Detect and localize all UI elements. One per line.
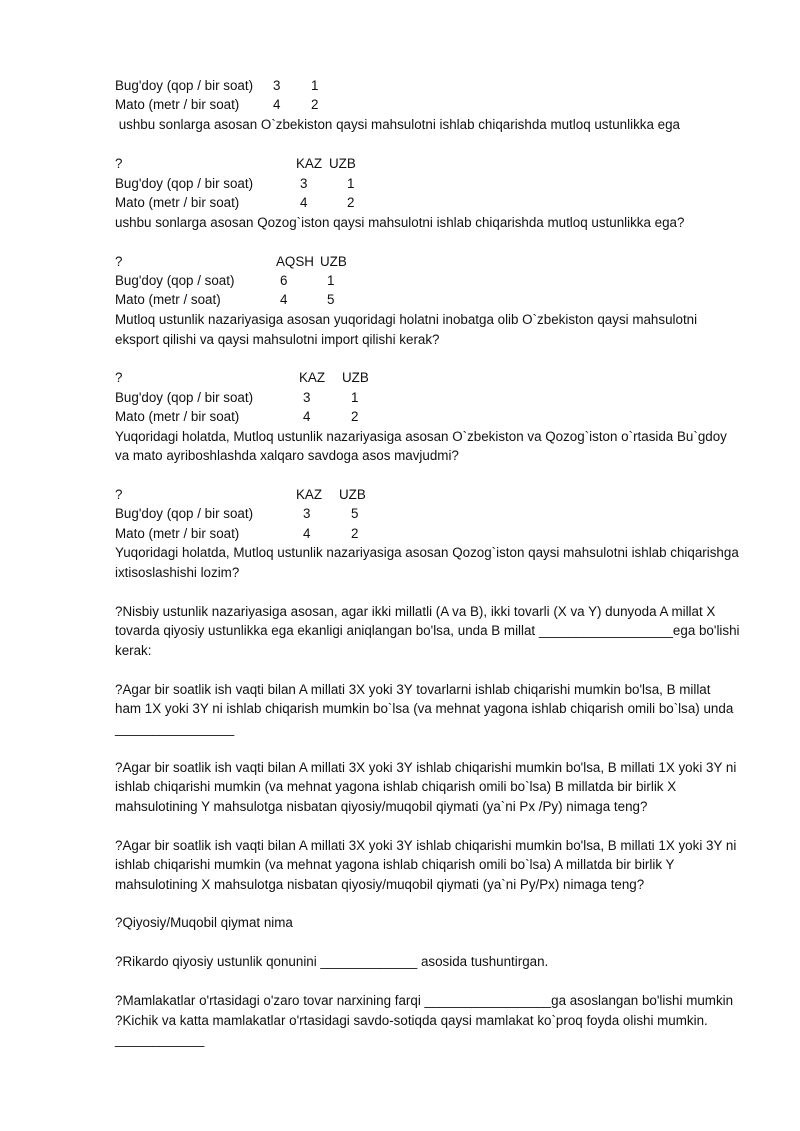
table-4-row-label: Bug'doy (qop / bir soat) <box>115 390 254 405</box>
table-4-question-line: Yuqoridagi holatda, Mutloq ustunlik nazariyasiga asosan O`zbekiston va Qozog`iston o`rtasida Bu`gdoy <box>115 429 727 444</box>
table-2-row-label: Bug'doy (qop / bir soat) <box>115 176 254 191</box>
table-1-cell: 1 <box>311 78 319 93</box>
table-5-row-label: Mato (metr / bir soat) <box>115 526 240 541</box>
table-1-cell: 2 <box>311 97 319 112</box>
table-3-row-label: Mato (metr / soat) <box>115 292 221 307</box>
table-3-question-line: eksport qilishi va qaysi mahsulotni import qilishi kerak? <box>115 332 440 347</box>
table-5-col-header: UZB <box>339 487 366 502</box>
table-2-question: ushbu sonlarga asosan Qozog`iston qaysi mahsulotni ishlab chiqarishda mutloq ustunlikka ega? <box>115 215 685 230</box>
question-5: ?Qiyosiy/Muqobil qiymat nima <box>115 915 293 930</box>
table-2-cell: 2 <box>347 195 355 210</box>
question-4-line: ishlab chiqarishi mumkin (va mehnat yagona ishlab chiqarish omili bo`lsa) A millatda bir birlik Y <box>115 857 675 872</box>
table-mark: ? <box>115 370 123 385</box>
table-2-row-label: Mato (metr / bir soat) <box>115 195 240 210</box>
table-4-cell: 1 <box>351 390 359 405</box>
table-mark: ? <box>115 487 123 502</box>
table-5-col-header: KAZ <box>296 487 323 502</box>
question-2-line: ?Agar bir soatlik ish vaqti bilan A millati 3X yoki 3Y tovarlarni ishlab chiqarishi mumkin bo'lsa, B millat <box>115 682 711 697</box>
question-3-line: ishlab chiqarishi mumkin (va mehnat yagona ishlab chiqarish omili bo`lsa) B millatda bir birlik X <box>115 779 677 794</box>
table-5-cell: 5 <box>351 506 359 521</box>
question-2-line: ________________ <box>115 721 235 736</box>
table-2-col-header: KAZ <box>296 156 323 171</box>
table-4-col-header: KAZ <box>299 370 326 385</box>
table-1-row-label: Bug'doy (qop / bir soat) <box>115 78 254 93</box>
table-3-cell: 1 <box>327 273 335 288</box>
question-8-blank: ____________ <box>115 1032 205 1047</box>
table-5-question-line: Yuqoridagi holatda, Mutloq ustunlik nazariyasiga asosan Qozog`iston qaysi mahsulotni ishlab chiqarishga <box>115 545 739 560</box>
table-5-row-label: Bug'doy (qop / bir soat) <box>115 506 254 521</box>
table-4-cell: 2 <box>351 409 359 424</box>
table-3-question-line: Mutloq ustunlik nazariyasiga asosan yuqoridagi holatni inobatga olib O`zbekiston qaysi mahsulotni <box>115 312 698 327</box>
table-5-cell: 3 <box>303 506 311 521</box>
question-2-line: ham 1X yoki 3Y ni ishlab chiqarish mumkin bo`lsa (va mehnat yagona ishlab chiqarish omili bo`lsa) unda <box>115 701 734 716</box>
table-4-question-line: va mato ayriboshlashda xalqaro savdoga asos mavjudmi? <box>115 448 459 463</box>
question-4-line: ?Agar bir soatlik ish vaqti bilan A millati 3X yoki 3Y ishlab chiqarishi mumkin bo'lsa, B millati 1X yoki 3Y ni <box>115 838 737 853</box>
table-1-cell: 4 <box>273 97 281 112</box>
table-5-question-line: ixtisoslashishi lozim? <box>115 565 240 580</box>
table-3-col-header: UZB <box>320 254 347 269</box>
question-8: ?Kichik va katta mamlakatlar o'rtasidagi savdo-sotiqda qaysi mamlakat ko`proq foyda olishi mumkin. <box>115 1013 708 1028</box>
table-4-cell: 3 <box>303 390 311 405</box>
table-3-cell: 4 <box>280 292 288 307</box>
table-1-question: ushbu sonlarga asosan O`zbekiston qaysi mahsulotni ishlab chiqarishda mutloq ustunlikka ega <box>115 117 680 132</box>
table-3-cell: 5 <box>327 292 335 307</box>
table-mark: ? <box>115 156 123 171</box>
table-4-col-header: UZB <box>342 370 369 385</box>
question-3-line: mahsulotining Y mahsulotga nisbatan qiyosiy/muqobil qiymati (ya`ni Px /Py) nimaga teng? <box>115 799 648 814</box>
table-3-row-label: Bug'doy (qop / soat) <box>115 273 235 288</box>
table-4-row-label: Mato (metr / bir soat) <box>115 409 240 424</box>
question-6: ?Rikardo qiyosiy ustunlik qonunini _____________ asosida tushuntirgan. <box>115 954 549 969</box>
question-7: ?Mamlakatlar o'rtasidagi o'zaro tovar narxining farqi _________________ga asoslangan bo'lishi mumkin <box>115 993 734 1008</box>
question-1-line: ?Nisbiy ustunlik nazariyasiga asosan, agar ikki millatli (A va B), ikki tovarli (X va Y) dunyoda A millat X <box>115 604 716 619</box>
table-2-cell: 1 <box>347 176 355 191</box>
table-4-cell: 4 <box>303 409 311 424</box>
table-5-cell: 2 <box>351 526 359 541</box>
table-2-cell: 3 <box>300 176 308 191</box>
table-5-cell: 4 <box>303 526 311 541</box>
question-3-line: ?Agar bir soatlik ish vaqti bilan A millati 3X yoki 3Y ishlab chiqarishi mumkin bo'lsa, B millati 1X yoki 3Y ni <box>115 760 737 775</box>
table-3-cell: 6 <box>280 273 288 288</box>
table-2-cell: 4 <box>300 195 308 210</box>
question-4-line: mahsulotining X mahsulotga nisbatan qiyosiy/muqobil qiymati (ya`ni Py/Px) nimaga teng? <box>115 877 645 892</box>
question-1-line: tovarda qiyosiy ustunlikka ega ekanligi aniqlangan bo'lsa, unda B millat __________________ega bo'lishi <box>115 623 740 638</box>
table-1-cell: 3 <box>273 78 281 93</box>
question-1-line: kerak: <box>115 643 152 658</box>
table-1-row-label: Mato (metr / bir soat) <box>115 97 240 112</box>
table-3-col-header: AQSH <box>276 254 314 269</box>
table-2-col-header: UZB <box>329 156 356 171</box>
table-mark: ? <box>115 254 123 269</box>
